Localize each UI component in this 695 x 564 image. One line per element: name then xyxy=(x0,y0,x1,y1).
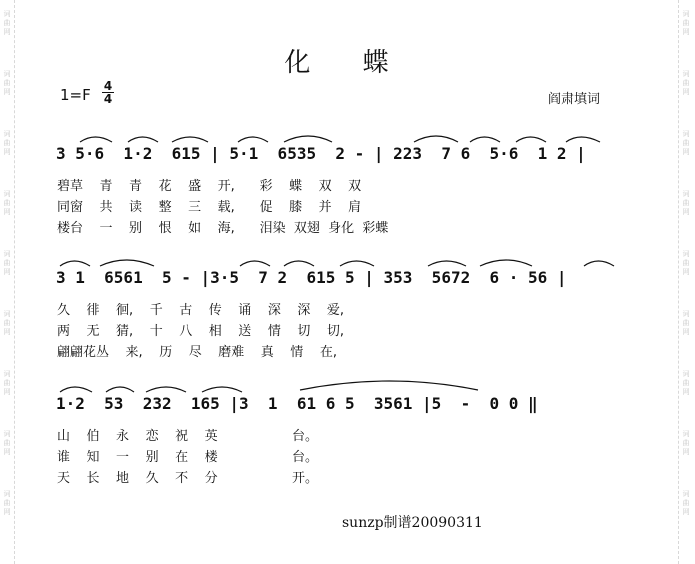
watermark-text: 词曲网 xyxy=(3,70,11,96)
watermark-text: 词曲网 xyxy=(3,250,11,276)
watermark-text: 词曲网 xyxy=(682,430,690,456)
key-signature: 1=F xyxy=(60,86,91,104)
watermark-text: 词曲网 xyxy=(682,490,690,516)
notation-line-2: 3 1 6561 5 - |3·5 7 2 615 5 | 353 5672 6 · 56 | xyxy=(56,268,567,287)
watermark-text: 词曲网 xyxy=(682,10,690,36)
slur xyxy=(480,260,532,266)
lyric-line-1-verse-3: 楼台 一 别 恨 如 海, 泪染 双翅 身化 彩蝶 xyxy=(57,221,389,236)
slur xyxy=(100,260,154,266)
lyric-line-2-verse-3: 翩翩花丛 来, 历 尽 磨难 真 情 在, xyxy=(57,345,337,360)
lyric-line-3-verse-2: 谁 知 一 别 在 楼 台。 xyxy=(57,450,319,465)
watermark-text: 词曲网 xyxy=(3,490,11,516)
slur xyxy=(238,137,268,142)
lyric-line-2-verse-1: 久 徘 徊, 千 古 传 诵 深 深 爱, xyxy=(57,303,345,318)
slur xyxy=(128,137,158,142)
time-signature-top: 4 xyxy=(103,79,113,93)
slur xyxy=(60,387,92,392)
slur xyxy=(428,261,466,266)
watermark-text: 词曲网 xyxy=(3,310,11,336)
watermark-text: 词曲网 xyxy=(682,370,690,396)
slur xyxy=(516,137,546,142)
slur xyxy=(340,261,374,266)
lyric-line-3-verse-1: 山 伯 永 恋 祝 英 台。 xyxy=(57,429,319,444)
slur xyxy=(146,387,186,392)
lyricist-credit: 阎肃填词 xyxy=(548,92,601,107)
slur xyxy=(106,387,134,392)
watermark-text: 词曲网 xyxy=(3,370,11,396)
slur xyxy=(60,261,90,266)
slur xyxy=(202,387,242,392)
song-title: 化 蝶 xyxy=(284,48,411,78)
watermark-text: 词曲网 xyxy=(682,250,690,276)
notation-line-3: 1·2 53 232 165 |3 1 61 6 5 3561 |5 - 0 0 ‖ xyxy=(56,394,538,413)
slur xyxy=(414,136,458,142)
slur xyxy=(300,381,478,390)
watermark-text: 词曲网 xyxy=(3,190,11,216)
slur xyxy=(284,136,332,142)
slur xyxy=(172,137,208,142)
lyric-line-1-verse-2: 同窗 共 读 整 三 载, 促 膝 并 肩 xyxy=(57,200,362,215)
watermark-text: 词曲网 xyxy=(3,10,11,36)
arranger-credit: sunzp制谱20090311 xyxy=(342,515,483,531)
watermark-text: 词曲网 xyxy=(682,70,690,96)
watermark-text: 词曲网 xyxy=(682,190,690,216)
slur xyxy=(470,137,500,142)
watermark-text: 词曲网 xyxy=(682,130,690,156)
watermark-text: 词曲网 xyxy=(682,310,690,336)
slur xyxy=(584,261,614,266)
slur xyxy=(566,137,600,142)
lyric-line-3-verse-3: 天 长 地 久 不 分 开。 xyxy=(57,471,319,486)
notation-line-1: 3 5·6 1·2 615 | 5·1 6535 2 - | 223 7 6 5·6 1 2 | xyxy=(56,144,586,163)
lyric-line-2-verse-2: 两 无 猜, 十 八 相 送 情 切 切, xyxy=(57,324,345,339)
lyric-line-1-verse-1: 碧草 青 青 花 盛 开, 彩 蝶 双 双 xyxy=(57,179,362,194)
slur xyxy=(240,261,270,266)
slur xyxy=(284,261,314,266)
time-signature-bottom: 4 xyxy=(103,92,113,106)
watermark-text: 词曲网 xyxy=(3,430,11,456)
slur xyxy=(80,137,112,142)
watermark-text: 词曲网 xyxy=(3,130,11,156)
